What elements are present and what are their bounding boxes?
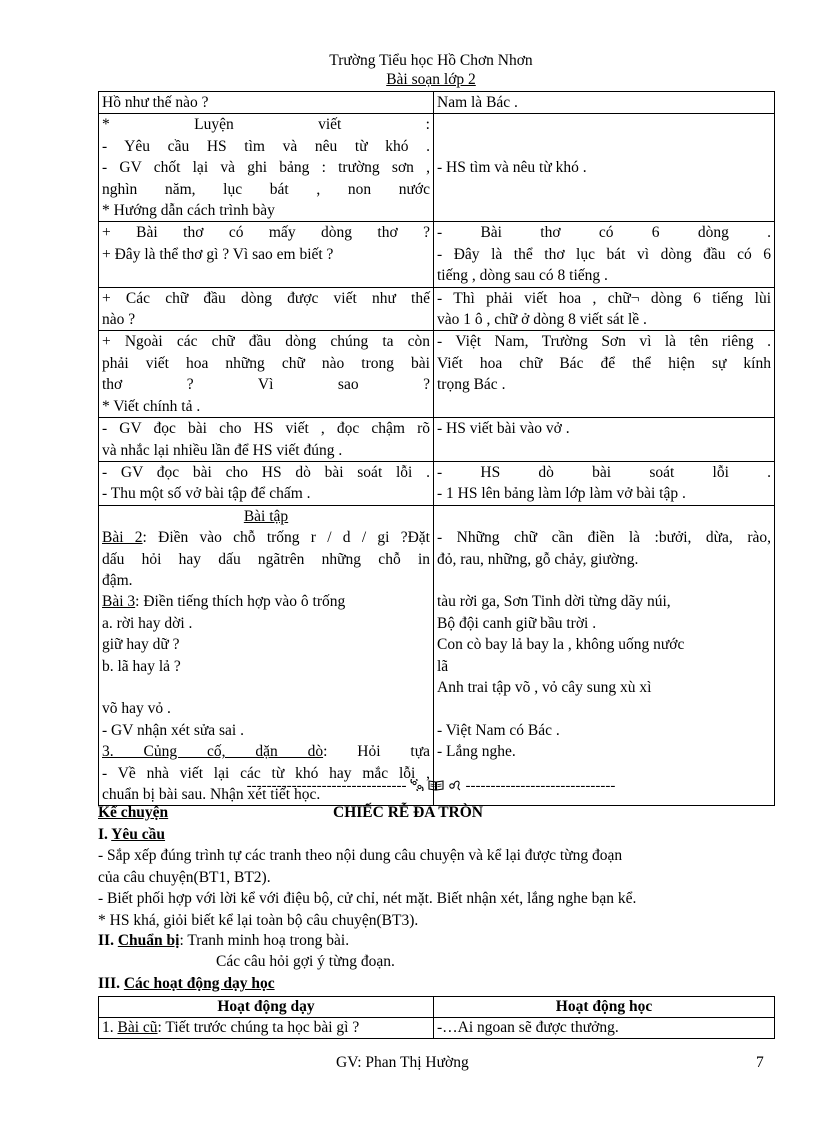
cell-line: * Luyện viết : <box>102 116 430 134</box>
cell-line: b. lã hay lả ? <box>102 657 181 675</box>
cell-line: - Việt Nam có Bác . <box>437 721 560 739</box>
cell-line: - 1 HS lên bảng làm lớp làm vở bài tập . <box>437 485 686 503</box>
subject-label: Kể chuyện <box>98 804 169 821</box>
separator-dashes-left: -------------------------------- <box>246 778 411 794</box>
cell-line <box>437 570 771 591</box>
cell-line: tàu rời ga, Sơn Tinh dời từng dãy núi, <box>437 593 671 611</box>
table-row <box>99 222 775 287</box>
cell-line: - Những chữ cần điền là :bưởi, dừa, rào, <box>437 529 771 547</box>
cell-line: và nhắc lại nhiều lần để HS viết đúng . <box>102 441 343 459</box>
student-activity-cell <box>434 331 775 418</box>
teacher-activity-cell <box>99 418 434 462</box>
exercise-label: 3. Củng cố, dặn dò <box>102 743 324 761</box>
activity-cell-learning: -…Ai ngoan sẽ được thưởng. <box>434 1018 775 1039</box>
cell-line: lã <box>437 657 449 675</box>
student-activity-cell <box>434 92 775 114</box>
cell-line: * Viết chính tả . <box>102 397 201 415</box>
cell-line: - Đây là thể thơ lục bát vì dòng đầu có 6 <box>437 245 771 263</box>
activity-label: Bài cũ <box>117 1019 158 1036</box>
exercise-title <box>102 591 430 612</box>
table-row <box>99 461 775 505</box>
leo-sign-icon <box>448 779 462 791</box>
cell-line: - GV nhận xét sửa sai . <box>102 721 244 739</box>
cell-line: Hồ như thế nào ? <box>102 94 209 111</box>
story-heading <box>98 802 778 823</box>
cell-line <box>437 200 771 221</box>
cell-line: dấu hỏi hay dấu ngãtrên những chỗ in <box>102 550 430 568</box>
cell-line: a. rời hay dời . <box>102 614 193 632</box>
cell-line: - GV đọc bài cho HS viết , đọc chậm rõ <box>102 420 430 438</box>
teacher-activity-cell <box>99 92 434 114</box>
table-row <box>99 114 775 222</box>
cell-line: - Lắng nghe. <box>437 743 516 761</box>
cell-line: trọng Bác . <box>437 376 506 394</box>
table-row <box>99 92 775 114</box>
teacher-activity-cell <box>99 331 434 418</box>
student-activity-cell <box>434 114 775 222</box>
exercise-heading: Bài tập <box>243 507 289 525</box>
req-line: của câu chuyện(BT1, BT2). <box>98 868 271 886</box>
cell-line: * Hướng dẫn cách trình bày <box>102 202 275 220</box>
teacher-activity-cell <box>99 222 434 287</box>
req-number: I. <box>98 826 112 843</box>
prep-line: Các câu hỏi gợi ý từng đoạn. <box>216 953 395 971</box>
cell-line: phải viết hoa những chữ nào trong bài <box>102 354 430 372</box>
cell-line: chuẩn bị bài sau. Nhận xét tiết học. <box>102 785 321 803</box>
activities-heading <box>98 973 778 994</box>
cell-line: Viết hoa chữ Bác để thể hiện sự kính <box>437 354 771 372</box>
student-activity-cell <box>434 418 775 462</box>
cell-line: - Về nhà viết lại các từ khó hay mắc lỗi , <box>102 764 430 782</box>
cell-line <box>102 265 430 286</box>
story-title: CHIẾC RỄ ĐA TRÒN <box>333 804 484 821</box>
page-number: 7 <box>756 1054 764 1071</box>
cell-line: - Thu một số vở bài tập để chấm . <box>102 485 311 503</box>
cell-line: võ hay vỏ . <box>102 700 171 718</box>
cell-line: đỏ, rau, những, gỗ chảy, giường. <box>437 550 639 568</box>
cell-line <box>437 698 771 719</box>
requirements-section <box>98 824 778 931</box>
cancer-sign-icon <box>410 779 424 791</box>
cell-line: - HS viết bài vào vở . <box>437 420 570 438</box>
cell-line: giữ hay dữ ? <box>102 636 180 654</box>
exercise-label: Bài 2 <box>102 529 143 547</box>
teacher-activity-cell <box>99 505 434 806</box>
cell-line: nghìn năm, lục bát , non nước <box>102 180 430 198</box>
cell-line <box>437 179 771 200</box>
table-row <box>99 505 775 806</box>
exercise-title <box>102 741 430 762</box>
cell-line: + Đây là thể thơ gì ? Vì sao em biết ? <box>102 245 334 263</box>
cell-line: Con cò bay lả bay la , không uống nước <box>437 636 685 654</box>
exercise-text: : Hỏi tựa <box>323 743 430 761</box>
lesson-subtitle: Bài soạn lớp 2 <box>386 71 476 88</box>
cell-line: đậm. <box>102 571 133 589</box>
header-learning: Hoạt động học <box>434 997 775 1018</box>
table-row <box>99 287 775 331</box>
cell-line: - Bài thơ có 6 dòng . <box>437 224 771 242</box>
cell-line: - HS dò bài soát lỗi . <box>437 463 771 481</box>
open-book-icon <box>428 779 444 791</box>
cell-line: - HS tìm và nêu từ khó . <box>437 159 587 177</box>
separator-dashes-right: ------------------------------ <box>465 778 616 794</box>
act-heading: Các hoạt động dạy học <box>123 975 275 992</box>
teacher-activity-cell <box>99 461 434 505</box>
preparation-section <box>98 930 778 973</box>
teacher-name: GV: Phan Thị Hường <box>336 1054 469 1071</box>
cell-line: + Ngoài các chữ đầu dòng chúng ta còn <box>102 333 430 351</box>
cell-line: + Bài thơ có mấy dòng thơ ? <box>102 224 430 242</box>
cell-line: tiếng , dòng sau có 8 tiếng . <box>437 267 608 285</box>
activity-text: : Tiết trước chúng ta học bài gì ? <box>157 1019 360 1036</box>
school-name: Trường Tiểu học Hồ Chơn Nhơn <box>329 52 533 69</box>
activity-table <box>98 996 775 1039</box>
teacher-activity-cell <box>99 114 434 222</box>
cell-line: - GV chốt lại và ghi bảng : trường sơn , <box>102 159 430 177</box>
cell-line <box>102 677 430 698</box>
student-activity-cell <box>434 222 775 287</box>
cell-line <box>437 114 771 135</box>
exercise-text: : Điền vào chỗ trống r / d / gi ?Đặt <box>142 529 430 547</box>
cell-line: - Việt Nam, Trường Sơn vì là tên riêng . <box>437 333 771 351</box>
section-separator <box>0 778 816 795</box>
act-number: III. <box>98 975 124 992</box>
table-row <box>99 418 775 462</box>
cell-line: Nam là Bác . <box>437 94 518 111</box>
activity-cell-teaching <box>99 1018 434 1039</box>
cell-line <box>437 136 771 157</box>
table-row <box>99 331 775 418</box>
student-activity-cell <box>434 461 775 505</box>
cell-line: nào ? <box>102 311 136 329</box>
req-line: - Biết phối hợp với lời kể với điệu bộ, cử chỉ, nét mặt. Biết nhận xét, lắng nghe bạn kể. <box>98 890 637 908</box>
cell-line: - GV đọc bài cho HS dò bài soát lỗi . <box>102 463 430 481</box>
cell-line: Anh trai tập võ , vỏ cây sung xù xì <box>437 678 652 696</box>
exercise-label: Bài 3 <box>102 593 136 611</box>
cell-line: + Các chữ đầu dòng được viết như thế <box>102 289 430 307</box>
exercise-text: : Điền tiếng thích hợp vào ô trống <box>135 593 346 611</box>
cell-line: - Yêu cầu HS tìm và nêu từ khó . <box>102 137 430 155</box>
student-activity-cell <box>434 287 775 331</box>
cell-line <box>437 440 771 461</box>
cell-line <box>437 506 771 527</box>
student-activity-cell <box>434 505 775 806</box>
req-line: - Sắp xếp đúng trình tự các tranh theo nội dung câu chuyện và kể lại được từng đoạn <box>98 847 623 865</box>
prep-text: : Tranh minh hoạ trong bài. <box>179 932 350 949</box>
prep-number: II. <box>98 932 118 949</box>
header-teaching: Hoạt động dạy <box>99 997 434 1018</box>
cell-line: thơ ? Vì sao ? <box>102 376 430 394</box>
cell-line <box>437 396 771 417</box>
cell-line: - Thì phải viết hoa , chữ¬ dòng 6 tiếng lùi <box>437 289 771 307</box>
cell-line: Bộ đội canh giữ bầu trời . <box>437 614 597 632</box>
activity-number: 1. <box>102 1019 118 1036</box>
cell-line: vào 1 ô , chữ ở dòng 8 viết sát lề . <box>437 311 647 329</box>
req-line: * HS khá, giỏi biết kể lại toàn bộ câu chuyện(BT3). <box>98 911 419 929</box>
exercise-title <box>102 527 430 548</box>
teacher-activity-cell <box>99 287 434 331</box>
req-heading: Yêu cầu <box>111 826 166 843</box>
prep-heading: Chuẩn bị <box>117 932 180 949</box>
lesson-table <box>98 91 775 806</box>
